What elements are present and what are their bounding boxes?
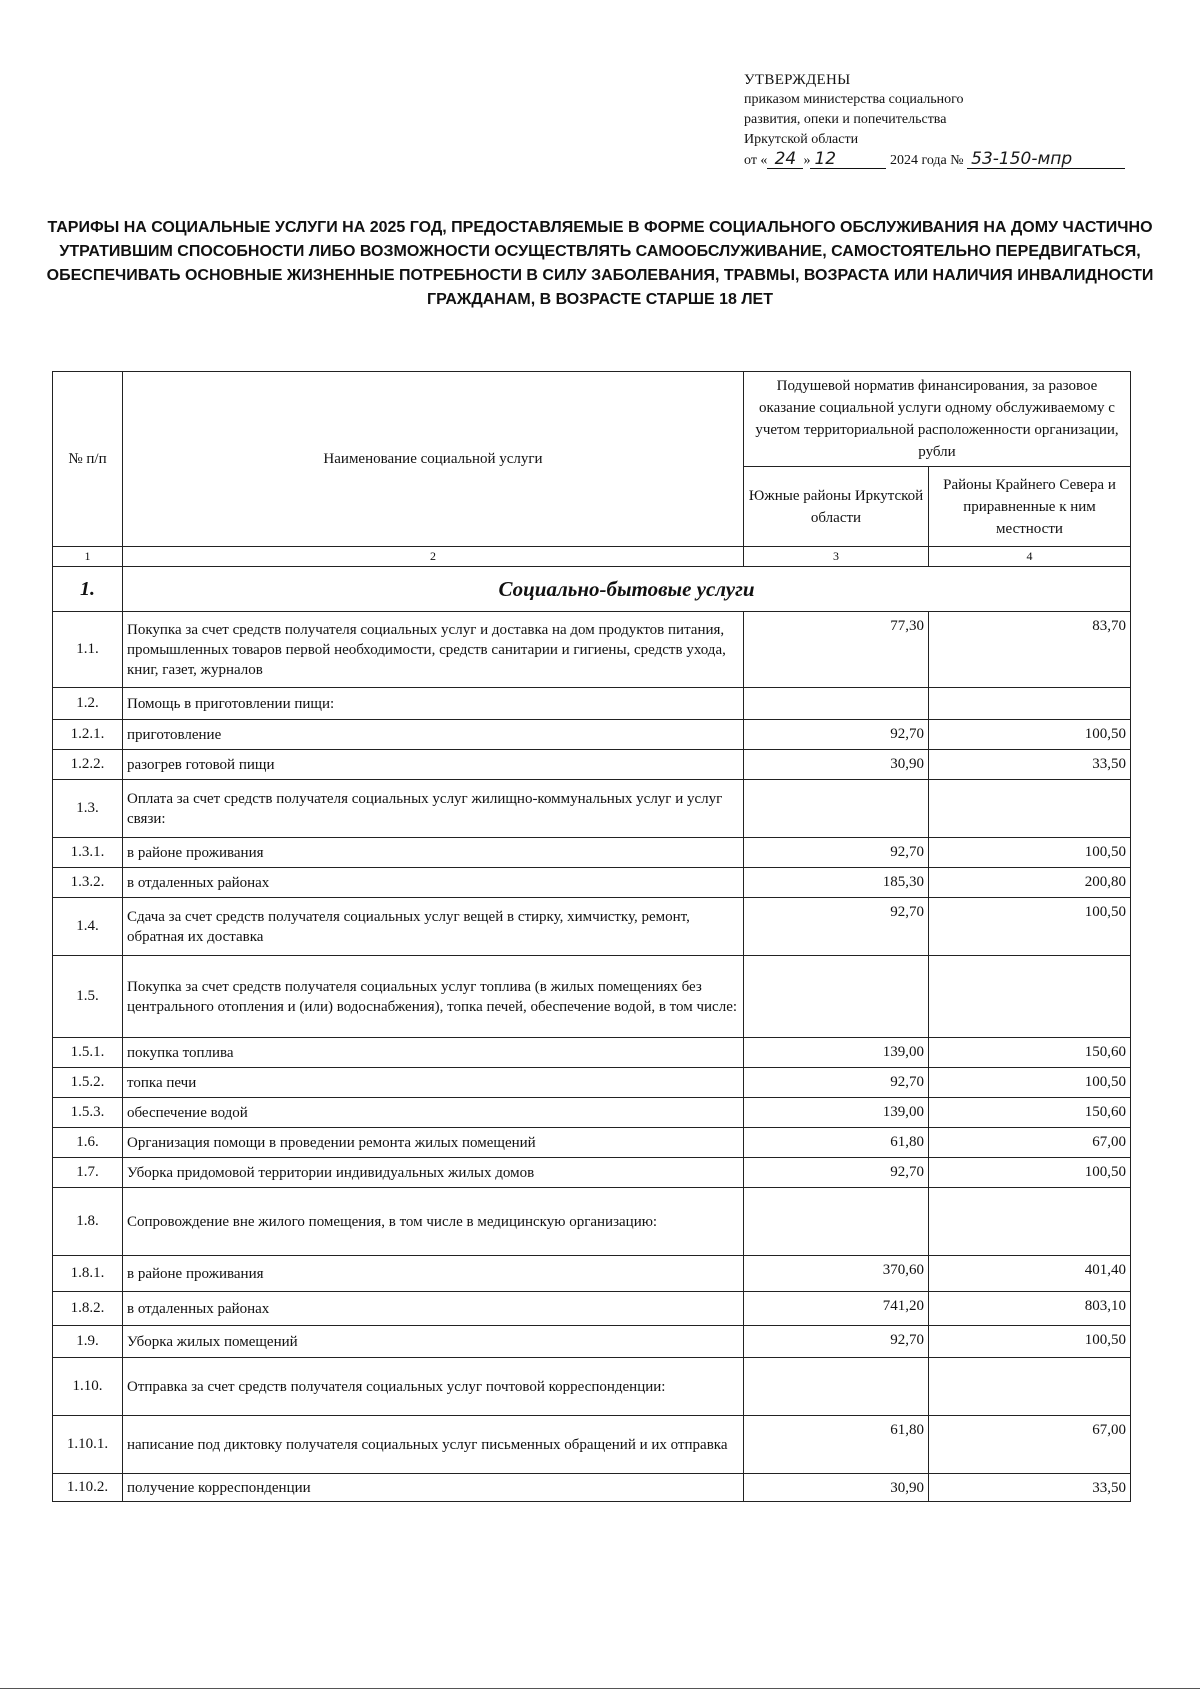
scan-edge-line bbox=[0, 1688, 1200, 1689]
table-header-row bbox=[53, 372, 1131, 467]
tariff-north: 150,60 bbox=[929, 1038, 1131, 1068]
tariff-north: 150,60 bbox=[929, 1098, 1131, 1128]
row-number: 1.5.2. bbox=[53, 1068, 123, 1098]
tariff-north bbox=[929, 1188, 1131, 1256]
table-row bbox=[53, 1326, 1131, 1358]
service-name: написание под диктовку получателя социальных услуг письменных обращений и их отправка bbox=[123, 1416, 744, 1474]
service-name: Помощь в приготовлении пищи: bbox=[123, 688, 744, 720]
tariff-south bbox=[744, 1358, 929, 1416]
table-row bbox=[53, 956, 1131, 1038]
tariff-south: 61,80 bbox=[744, 1416, 929, 1474]
service-name: в отдаленных районах bbox=[123, 1292, 744, 1326]
table-row bbox=[53, 1256, 1131, 1292]
service-name: Сопровождение вне жилого помещения, в том числе в медицинскую организацию: bbox=[123, 1188, 744, 1256]
document-title: ТАРИФЫ НА СОЦИАЛЬНЫЕ УСЛУГИ НА 2025 ГОД, ПРЕДОСТАВЛЯЕМЫЕ В ФОРМЕ СОЦИАЛЬНОГО ОБСЛУЖИВАНИЯ НА ДОМУ ЧАСТИЧНО УТРАТИВШИМ СПОСОБНОСТИ ЛИБО ВОЗМОЖНОСТИ ОСУЩЕСТВЛЯТЬ САМООБСЛУЖИВАНИЕ, САМОСТОЯТЕЛЬНО ПЕРЕДВИГАТЬСЯ, ОБЕСПЕЧИВАТЬ ОСНОВНЫЕ ЖИЗНЕННЫЕ ПОТРЕБНОСТИ В СИЛУ ЗАБОЛЕВАНИЯ, ТРАВМЫ, ВОЗРАСТА ИЛИ НАЛИЧИЯ ИНВАЛИДНОСТИ ГРАЖДАНАМ, В ВОЗРАСТЕ СТАРШЕ 18 ЛЕТ bbox=[46, 219, 1154, 308]
column-index: 2 bbox=[123, 547, 744, 567]
service-name: Уборка жилых помещений bbox=[123, 1326, 744, 1358]
tariff-north: 100,50 bbox=[929, 898, 1131, 956]
service-name: Организация помощи в проведении ремонта жилых помещений bbox=[123, 1128, 744, 1158]
tariff-south: 30,90 bbox=[744, 750, 929, 780]
service-name: разогрев готовой пищи bbox=[123, 750, 744, 780]
approval-heading: УТВЕРЖДЕНЫ bbox=[744, 72, 851, 88]
service-name: приготовление bbox=[123, 720, 744, 750]
tariff-south: 139,00 bbox=[744, 1038, 929, 1068]
tariff-north: 100,50 bbox=[929, 1068, 1131, 1098]
service-name: Уборка придомовой территории индивидуальных жилых домов bbox=[123, 1158, 744, 1188]
approval-line: приказом министерства социального bbox=[744, 92, 964, 107]
tariff-north: 100,50 bbox=[929, 720, 1131, 750]
service-name: Оплата за счет средств получателя социальных услуг жилищно-коммунальных услуг и услуг связи: bbox=[123, 780, 744, 838]
approval-date-line bbox=[744, 150, 1164, 171]
row-number: 1.5.1. bbox=[53, 1038, 123, 1068]
table-row bbox=[53, 688, 1131, 720]
table-row bbox=[53, 1416, 1131, 1474]
header-south: Южные районы Иркутской области bbox=[744, 467, 929, 547]
table-row bbox=[53, 750, 1131, 780]
table-row bbox=[53, 1068, 1131, 1098]
service-name: в районе проживания bbox=[123, 838, 744, 868]
tariffs-table bbox=[52, 371, 1131, 1502]
tariff-south: 92,70 bbox=[744, 720, 929, 750]
service-name: покупка топлива bbox=[123, 1038, 744, 1068]
tariff-north: 33,50 bbox=[929, 1474, 1131, 1502]
row-number: 1.10.2. bbox=[53, 1474, 123, 1502]
table-row bbox=[53, 1292, 1131, 1326]
tariff-north: 200,80 bbox=[929, 868, 1131, 898]
tariff-south bbox=[744, 780, 929, 838]
table-row bbox=[53, 720, 1131, 750]
year-text: 2024 года № bbox=[889, 153, 964, 168]
table-row bbox=[53, 780, 1131, 838]
tariff-south: 92,70 bbox=[744, 898, 929, 956]
row-number: 1.8.2. bbox=[53, 1292, 123, 1326]
table-row bbox=[53, 1188, 1131, 1256]
tariff-north: 401,40 bbox=[929, 1256, 1131, 1292]
service-name: Покупка за счет средств получателя социальных услуг и доставка на дом продуктов питания, промышленных товаров первой необходимости, средств санитарии и гигиены, средств ухода, книг, газет, журналов bbox=[123, 612, 744, 688]
tariff-south: 92,70 bbox=[744, 1326, 929, 1358]
section-number: 1. bbox=[53, 567, 123, 612]
tariff-south: 61,80 bbox=[744, 1128, 929, 1158]
row-number: 1.5.3. bbox=[53, 1098, 123, 1128]
tariff-north bbox=[929, 956, 1131, 1038]
tariff-south: 92,70 bbox=[744, 1068, 929, 1098]
tariff-north bbox=[929, 780, 1131, 838]
tariff-south bbox=[744, 688, 929, 720]
service-name: в районе проживания bbox=[123, 1256, 744, 1292]
row-number: 1.3.1. bbox=[53, 838, 123, 868]
row-number: 1.8.1. bbox=[53, 1256, 123, 1292]
tariff-north: 67,00 bbox=[929, 1416, 1131, 1474]
approval-line: Иркутской области bbox=[744, 132, 859, 147]
approval-line: развития, опеки и попечительства bbox=[744, 112, 947, 127]
service-name: в отдаленных районах bbox=[123, 868, 744, 898]
tariff-south: 92,70 bbox=[744, 1158, 929, 1188]
tariff-south bbox=[744, 956, 929, 1038]
row-number: 1.10. bbox=[53, 1358, 123, 1416]
service-name: Покупка за счет средств получателя социальных услуг топлива (в жилых помещениях без центрального отопления и (или) водоснабжения), топка печей, обеспечение водой, в том числе: bbox=[123, 956, 744, 1038]
approval-block bbox=[744, 70, 1164, 171]
tariff-north: 100,50 bbox=[929, 1158, 1131, 1188]
row-number: 1.6. bbox=[53, 1128, 123, 1158]
tariff-north bbox=[929, 688, 1131, 720]
tariff-north bbox=[929, 1358, 1131, 1416]
table-row bbox=[53, 898, 1131, 956]
header-num: № п/п bbox=[53, 372, 123, 547]
row-number: 1.2.2. bbox=[53, 750, 123, 780]
row-number: 1.5. bbox=[53, 956, 123, 1038]
tariff-south: 139,00 bbox=[744, 1098, 929, 1128]
section-row bbox=[53, 567, 1131, 612]
row-number: 1.1. bbox=[53, 612, 123, 688]
service-name: топка печи bbox=[123, 1068, 744, 1098]
table-row bbox=[53, 1474, 1131, 1502]
service-name: обеспечение водой bbox=[123, 1098, 744, 1128]
handwritten-day: 24 bbox=[767, 150, 803, 169]
table-row bbox=[53, 1098, 1131, 1128]
tariff-north: 33,50 bbox=[929, 750, 1131, 780]
table-row bbox=[53, 1358, 1131, 1416]
tariff-south bbox=[744, 1188, 929, 1256]
table-row bbox=[53, 1038, 1131, 1068]
column-index: 4 bbox=[929, 547, 1131, 567]
row-number: 1.9. bbox=[53, 1326, 123, 1358]
tariff-south: 370,60 bbox=[744, 1256, 929, 1292]
service-name: Отправка за счет средств получателя социальных услуг почтовой корреспонденции: bbox=[123, 1358, 744, 1416]
table-row bbox=[53, 868, 1131, 898]
table-row bbox=[53, 1128, 1131, 1158]
tariff-north: 83,70 bbox=[929, 612, 1131, 688]
tariff-north: 803,10 bbox=[929, 1292, 1131, 1326]
table-row bbox=[53, 612, 1131, 688]
section-title: Социально-бытовые услуги bbox=[123, 567, 1131, 612]
tariff-north: 67,00 bbox=[929, 1128, 1131, 1158]
row-number: 1.3.2. bbox=[53, 868, 123, 898]
table-row bbox=[53, 1158, 1131, 1188]
column-index: 3 bbox=[744, 547, 929, 567]
tariff-south: 741,20 bbox=[744, 1292, 929, 1326]
handwritten-order-number: 53-150-мпр bbox=[967, 150, 1125, 169]
service-name: получение корреспонденции bbox=[123, 1474, 744, 1502]
tariff-north: 100,50 bbox=[929, 838, 1131, 868]
tariff-north: 100,50 bbox=[929, 1326, 1131, 1358]
row-number: 1.2. bbox=[53, 688, 123, 720]
header-norm: Подушевой норматив финансирования, за разовое оказание социальной услуги одному обслуживаемому с учетом территориальной расположенности организации, рубли bbox=[744, 372, 1131, 467]
row-number: 1.4. bbox=[53, 898, 123, 956]
row-number: 1.8. bbox=[53, 1188, 123, 1256]
column-index-row bbox=[53, 547, 1131, 567]
column-index: 1 bbox=[53, 547, 123, 567]
table-row bbox=[53, 838, 1131, 868]
tariff-south: 30,90 bbox=[744, 1474, 929, 1502]
quote-close: » bbox=[803, 153, 811, 168]
row-number: 1.7. bbox=[53, 1158, 123, 1188]
tariff-south: 92,70 bbox=[744, 838, 929, 868]
row-number: 1.10.1. bbox=[53, 1416, 123, 1474]
service-name: Сдача за счет средств получателя социальных услуг вещей в стирку, химчистку, ремонт, обратная их доставка bbox=[123, 898, 744, 956]
handwritten-month: 12 bbox=[810, 150, 886, 169]
tariff-south: 185,30 bbox=[744, 868, 929, 898]
date-prefix: от « bbox=[744, 153, 768, 168]
header-north: Районы Крайнего Севера и приравненные к ним местности bbox=[929, 467, 1131, 547]
row-number: 1.2.1. bbox=[53, 720, 123, 750]
row-number: 1.3. bbox=[53, 780, 123, 838]
header-name: Наименование социальной услуги bbox=[123, 372, 744, 547]
tariff-south: 77,30 bbox=[744, 612, 929, 688]
